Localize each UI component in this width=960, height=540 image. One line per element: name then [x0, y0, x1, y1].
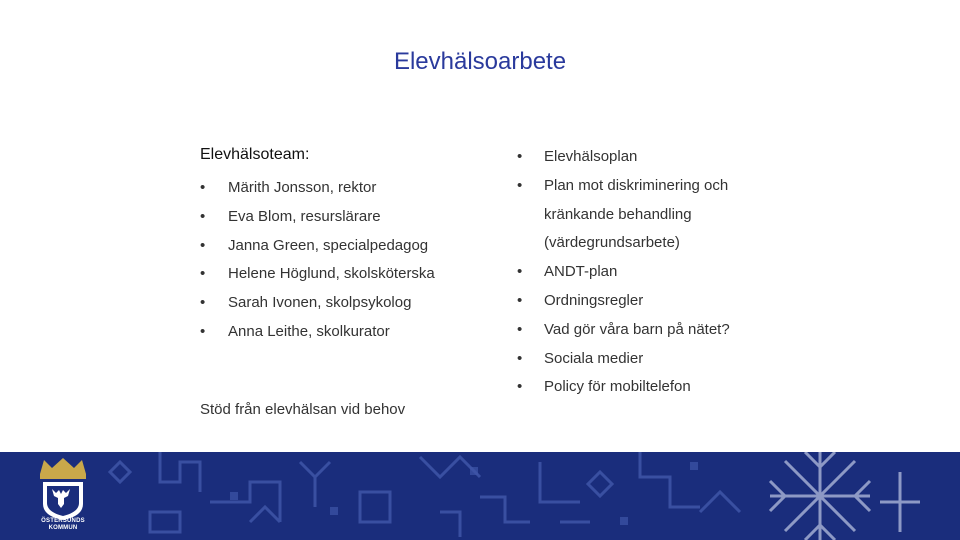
bullet: • [517, 176, 523, 194]
logo-text-line1: ÖSTERSUNDS [41, 518, 85, 524]
list-item [200, 203, 500, 232]
list-item [517, 345, 797, 374]
bullet: • [517, 320, 523, 338]
list-item [200, 289, 500, 318]
bullet: • [200, 294, 206, 312]
bullet: • [200, 265, 206, 283]
plan-item: Policy för mobiltelefon [544, 378, 691, 396]
decorative-banner [0, 452, 960, 540]
team-member: Sarah Ivonen, skolpsykolog [228, 294, 412, 312]
bullet: • [200, 322, 206, 340]
support-note: Stöd från elevhälsan vid behov [200, 401, 406, 418]
list-item [200, 318, 500, 347]
list-item [200, 260, 500, 289]
logo-text [32, 518, 94, 532]
bullet: • [200, 179, 206, 196]
team-heading: Elevhälsoteam: [200, 146, 310, 163]
plans-list [517, 143, 797, 402]
team-member: Helene Höglund, skolsköterska [228, 265, 435, 283]
plan-item: Ordningsregler [544, 291, 644, 309]
plans-section [517, 143, 797, 402]
bullet: • [200, 207, 206, 225]
team-member: Anna Leithe, skolkurator [228, 322, 390, 340]
bullet: • [517, 291, 523, 309]
bullet: • [517, 148, 523, 165]
bullet: • [200, 236, 206, 254]
team-member: Märith Jonsson, rektor [228, 179, 377, 196]
plan-item: ANDT-plan [544, 263, 618, 281]
list-item [517, 373, 797, 402]
team-member: Eva Blom, resurslärare [228, 207, 381, 225]
list-item [517, 316, 797, 345]
snowflake-pattern-icon [0, 452, 960, 540]
list-item [517, 172, 797, 258]
list-item [517, 143, 797, 172]
plan-item: Sociala medier [544, 349, 644, 367]
bullet: • [517, 378, 523, 396]
list-item [517, 287, 797, 316]
team-section [200, 146, 500, 347]
bullet: • [517, 349, 523, 367]
team-member: Janna Green, specialpedagog [228, 236, 429, 254]
page-title: Elevhälsoarbete [393, 48, 567, 75]
plan-item: Plan mot diskriminering och kränkande behandling (värdegrundsarbete) [544, 176, 729, 252]
list-item [200, 174, 500, 203]
bullet: • [517, 263, 523, 281]
team-list [200, 174, 500, 347]
plan-item: Vad gör våra barn på nätet? [544, 320, 730, 338]
plan-item: Elevhälsoplan [544, 148, 638, 165]
logo-text-line2: KOMMUN [48, 525, 78, 531]
list-item [200, 232, 500, 261]
list-item [517, 258, 797, 287]
